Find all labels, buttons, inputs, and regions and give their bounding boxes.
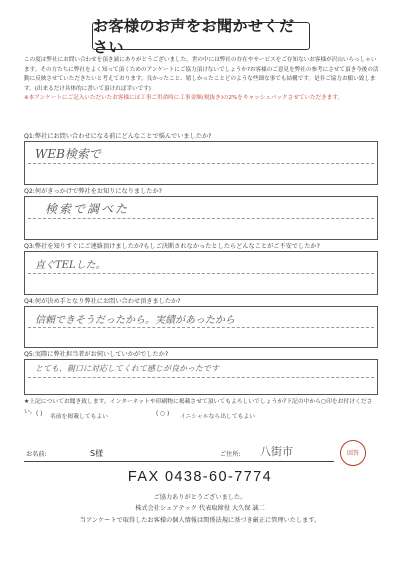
answer-5-text: とても、親口に対応してくれて感じが良かったです [35, 364, 219, 373]
question-4-label: Q4:何が決め手となり弊社にお問い合わせ頂きましたか? [24, 298, 181, 305]
name-label: お名前: [26, 451, 47, 458]
cashback-note: ※本アンケートにご記入いただいたお客様には工事ご用命時に工事金額(税抜き)の2%をキャッシュバックさせていただきます。 [24, 95, 344, 102]
intro-paragraph: この度は弊社にお問い合わせを頂き誠にありがとうございました。世の中には弊社の存在やサービスをご存知ないお客様が沢山いらっしゃいます。その方たちに弊社をよく知って頂くためのアンケートにご協力頂けないでしょうか?お客様のご意見を弊社の参考にさせて頂き今後の活動に反映させていただきたいと考えております。良かったこと、嬉しかったことどのような些細な事でも結構です。是非ご協力お願い致します。(出来るだけ具体的に書いて頂ければ幸いです) [24, 57, 379, 92]
customer-info-row [24, 440, 334, 462]
question-5-label: Q5:実際に弊社担当者がお伺いしていかがでしたか? [24, 351, 169, 358]
answer-box-4[interactable] [24, 306, 378, 348]
answer-line [28, 163, 374, 164]
answer-line [28, 273, 374, 274]
answer-4-text: 信頼できそうだったから。実績があったから [35, 315, 235, 326]
option-initial-label: イニシャルなら出してもよい [180, 414, 256, 420]
address-label: ご住所: [220, 451, 241, 458]
answer-line [28, 327, 374, 328]
received-stamp: 回答 [340, 440, 366, 466]
footer-company: 株式会社シェアテック 代表取締役 大久保 誠二 [135, 505, 265, 512]
footer-privacy: 当アンケートで取得したお客様の個人情報は関係法規に基づき厳正に管理いたします。 [79, 517, 321, 524]
answer-box-1[interactable] [24, 141, 378, 185]
answer-1-text: WEB検索で [35, 147, 101, 161]
intro-text [24, 56, 380, 104]
answer-box-5[interactable] [24, 359, 378, 395]
option-name-mark[interactable]: ( ) [36, 411, 43, 417]
answer-line [28, 218, 374, 219]
question-3-label: Q3:弊社を知りすぐにご連絡頂けましたか?もしご決断されなかったとしたらどんなことがご不安でしたか? [24, 243, 320, 250]
answer-box-3[interactable] [24, 251, 378, 295]
underline [24, 461, 334, 462]
answer-line [28, 377, 374, 378]
answer-3-text: 直ぐTELした。 [35, 260, 106, 271]
answer-2-text: 検索で調べた [45, 202, 130, 216]
option-name-label: 名前を掲載してもよい [50, 414, 108, 420]
question-1-label: Q1:弊社にお問い合わせになる前にどんなことで悩んでいましたか? [24, 133, 212, 140]
question-2-label: Q2:何がきっかけで弊社をお知りになりましたか? [24, 188, 162, 195]
page-title: お客様のお声をお聞かせください [92, 22, 310, 50]
fax-number: FAX 0438-60-7774 [127, 469, 273, 485]
option-initial-mark[interactable]: ( ○ ) [156, 411, 170, 417]
address-field[interactable]: 八街市 [260, 445, 293, 458]
publish-consent-question: ★上記についてお聞き致します。インターネットや印刷物に掲載させて頂いてもよろしいでしょうか?下記の中から○印をお付けください。 [24, 399, 373, 415]
footer-thanks: ご協力ありがとうございました。 [153, 494, 247, 501]
answer-box-2[interactable] [24, 196, 378, 240]
name-field[interactable]: S様 [90, 449, 104, 458]
